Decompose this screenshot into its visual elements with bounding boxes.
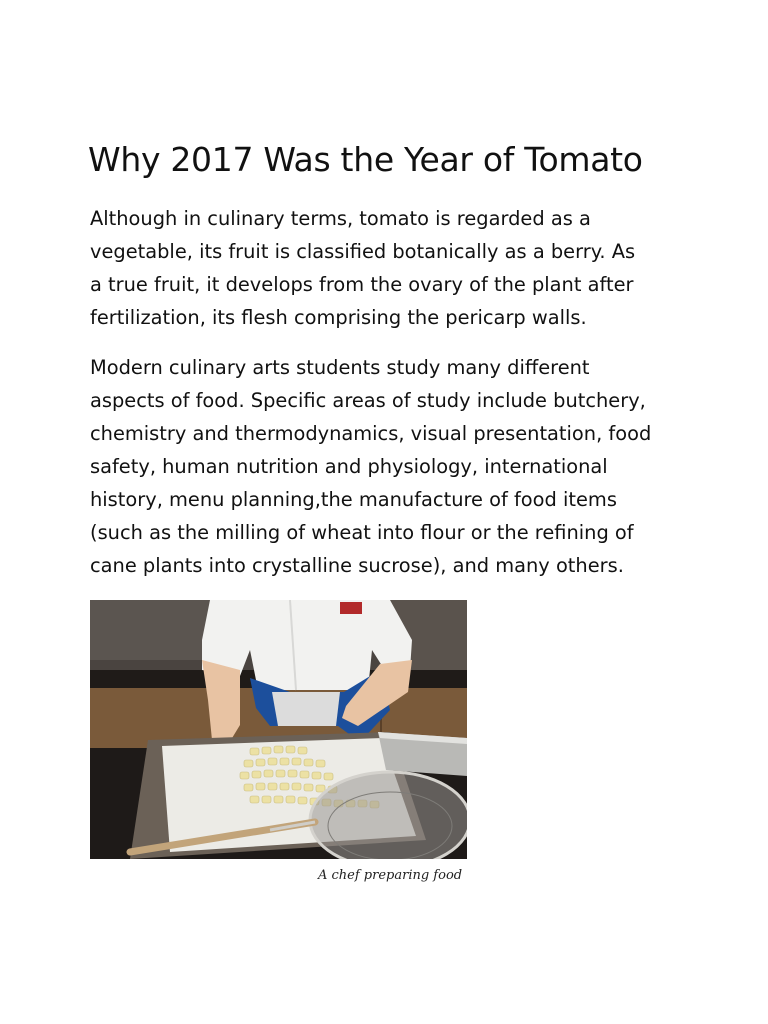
paragraph-tomato [90,202,690,334]
paragraph-line: (such as the milling of wheat into flour or the refining of [90,521,634,544]
paragraph-line: a true fruit, it develops from the ovary of the plant after [90,273,634,296]
chef-photo [90,600,467,859]
article-title: Why 2017 Was the Year of Tomato [88,140,643,179]
figure-caption: A chef preparing food [318,868,463,883]
paragraph-culinary-arts [90,351,690,582]
paragraph-line: Modern culinary arts students study many different [90,356,590,379]
paragraph-line: history, menu planning,the manufacture of food items [90,488,617,511]
paragraph-line: aspects of food. Specific areas of study include butchery, [90,389,646,412]
paragraph-line: fertilization, its flesh comprising the pericarp walls. [90,306,587,329]
paragraph-line: Although in culinary terms, tomato is regarded as a [90,207,591,230]
paragraph-line: chemistry and thermodynamics, visual presentation, food [90,422,652,445]
chef-illustration [90,600,467,859]
paragraph-line: safety, human nutrition and physiology, international [90,455,608,478]
paragraph-line: vegetable, its fruit is classified botanically as a berry. As [90,240,636,263]
paragraph-line: cane plants into crystalline sucrose), and many others. [90,554,624,577]
